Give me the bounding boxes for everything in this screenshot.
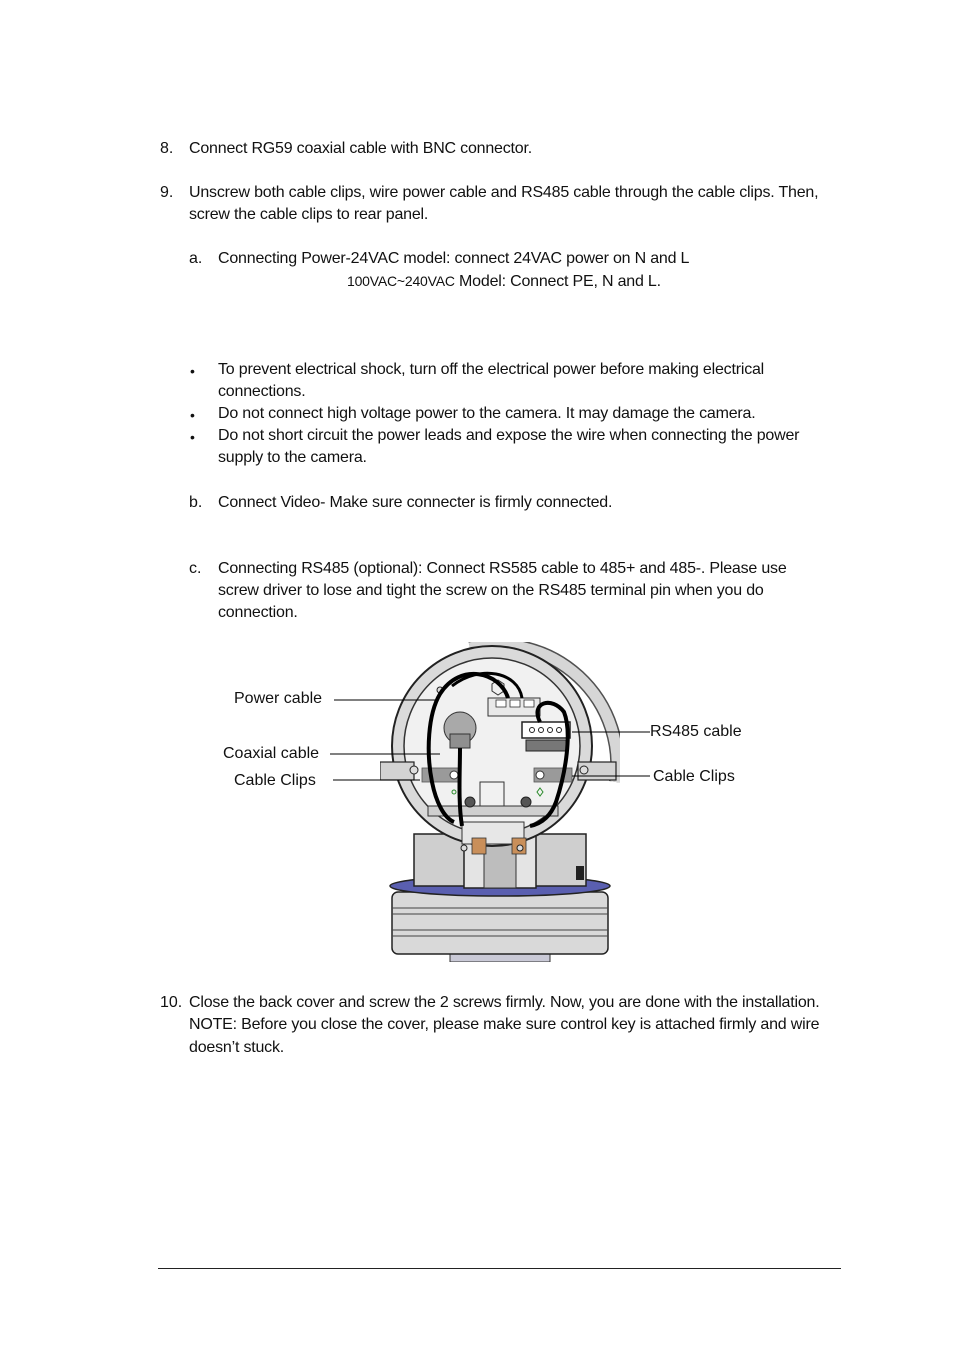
substep-c-line: Connecting RS485 (optional): Connect RS585 cable to 485+ and 485-. Please use xyxy=(218,560,787,577)
bullet-icon: • xyxy=(190,363,195,379)
substep-a-rest: Model: Connect PE, N and L. xyxy=(454,273,661,290)
callout-power-cable: Power cable xyxy=(234,690,323,707)
step-9-line: Unscrew both cable clips, wire power cable and RS485 cable through the cable clips. Then, xyxy=(189,184,819,201)
callout-cable-clips-right: Cable Clips xyxy=(653,768,735,785)
step-8-text: Connect RG59 coaxial cable with BNC connector. xyxy=(189,140,532,157)
step-10-line: doesn’t stuck. xyxy=(189,1039,285,1056)
voltage-range: 100VAC~240VAC xyxy=(347,273,455,289)
warning-line: Do not short circuit the power leads and expose the wire when connecting the power xyxy=(218,427,800,444)
step-10-line: NOTE: Before you close the cover, please make sure control key is attached firmly and wire xyxy=(189,1016,820,1033)
warning-line: Do not connect high voltage power to the camera. It may damage the camera. xyxy=(218,405,756,422)
callout-coaxial-cable: Coaxial cable xyxy=(223,745,320,762)
warning-line: connections. xyxy=(218,383,306,400)
step-9-line: screw the cable clips to rear panel. xyxy=(189,206,429,223)
callout-rs485-cable: RS485 cable xyxy=(650,723,742,740)
substep-label: c. xyxy=(189,560,202,577)
mount-base xyxy=(392,892,608,954)
substep-c-line: screw driver to lose and tight the screw on the RS485 terminal pin when you do xyxy=(218,582,764,599)
step-number: 9. xyxy=(160,184,174,201)
substep-c-line: connection. xyxy=(218,604,298,621)
callout-cable-clips-left: Cable Clips xyxy=(234,772,316,789)
bullet-icon: • xyxy=(190,407,195,423)
step-10-line: Close the back cover and screw the 2 screws firmly. Now, you are done with the installation. xyxy=(189,994,820,1011)
camera-wiring-illustration xyxy=(380,642,620,962)
substep-a-line xyxy=(347,270,661,293)
step-number: 8. xyxy=(160,140,174,157)
warning-line: supply to the camera. xyxy=(218,449,367,466)
step-number: 10. xyxy=(160,994,183,1011)
warning-line: To prevent electrical shock, turn off the electrical power before making electrical xyxy=(218,361,765,378)
substep-label: a. xyxy=(189,250,203,267)
footer-rule xyxy=(158,1268,841,1269)
substep-b-text: Connect Video- Make sure connecter is firmly connected. xyxy=(218,494,613,511)
substep-label: b. xyxy=(189,494,203,511)
substep-a-line: Connecting Power-24VAC model: connect 24VAC power on N and L xyxy=(218,250,690,267)
bullet-icon: • xyxy=(190,429,195,445)
